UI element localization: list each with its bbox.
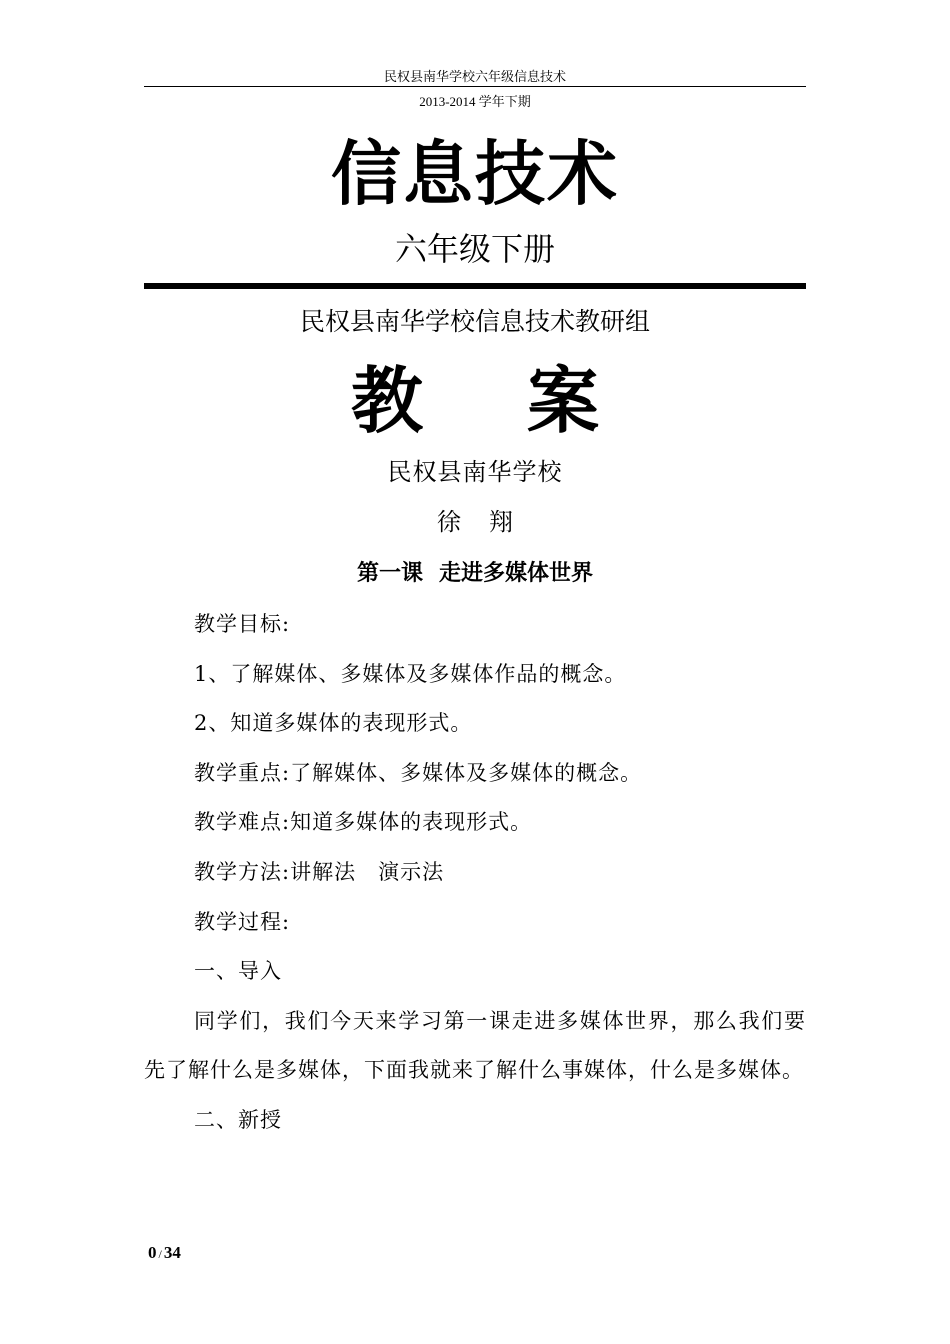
cover-subtitle: 六年级下册 [394,230,555,268]
page-separator: / [158,1247,162,1261]
doc-type-char-1: 教 [350,359,423,443]
objectives-label: 教学目标: [194,612,291,636]
school-name: 民权县南华学校 [387,458,563,486]
objective-item: 2、知道多媒体的表现形式。 [194,711,473,736]
lesson-number: 第一课 [356,560,423,586]
header-rule [144,86,806,87]
author-name [0,508,950,537]
teaching-method: 教学方法:讲解法 演示法 [194,859,445,884]
lesson-name: 走进多媒体世界 [439,560,594,586]
lesson-title [0,560,950,586]
section-heading: 二、新授 [194,1107,282,1132]
doc-type-char-2: 案 [527,359,600,443]
page-number [148,1243,181,1263]
cover-title: 信息技术 [331,133,619,215]
difficulty: 教学难点:知道多媒体的表现形式。 [194,810,533,835]
doc-type-heading [0,359,950,443]
section-heading: 一、导入 [194,959,282,984]
key-point: 教学重点:了解媒体、多媒体及多媒体的概念。 [194,760,643,785]
cover-rule [144,283,806,289]
header-term: 2013-2014 学年下期 [419,94,531,109]
author-char-1: 徐 [437,508,461,536]
current-page: 0 [148,1243,157,1262]
author-char-2: 翔 [489,508,513,536]
paragraph: 同学们，我们今天来学习第一课走进多媒体世界，那么我们要先了解什么是多媒体，下面我就来了解什么事媒体，什么是多媒体。 [144,1008,806,1083]
teaching-group: 民权县南华学校信息技术教研组 [299,307,650,336]
process-label: 教学过程: [194,909,291,934]
total-pages: 34 [163,1243,181,1262]
header-school-course: 民权县南华学校六年级信息技术 [383,69,566,84]
objective-item: 1、了解媒体、多媒体及多媒体作品的概念。 [194,661,627,686]
lesson-body [144,600,806,1146]
